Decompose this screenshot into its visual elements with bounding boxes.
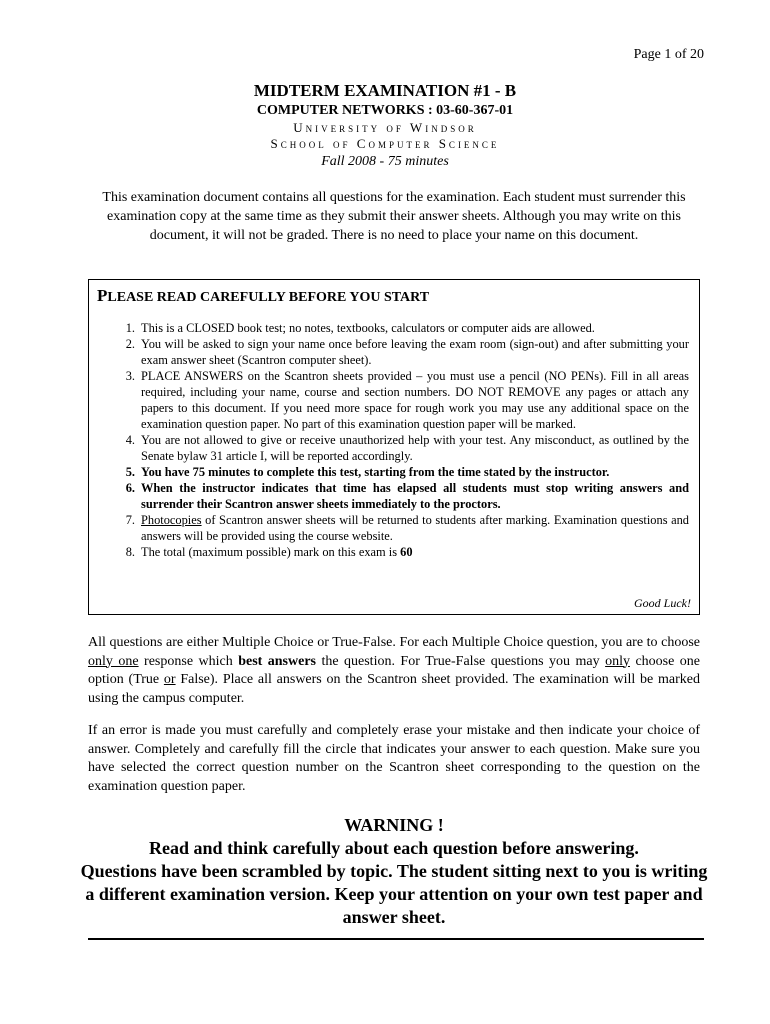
course-name: COMPUTER NETWORKS : 03-60-367-01 (256, 103, 514, 118)
item-number: 5. (125, 465, 135, 479)
para1-bold: best answers (238, 653, 316, 669)
item-number: 8. (125, 545, 135, 559)
item-text: You are not allowed to give or receive unauthorized help with your test. Any misconduct, as outlined by the Senate bylaw 31 article I, will be reported accordingly. (141, 433, 689, 463)
good-luck-note: Good Luck! (634, 596, 691, 610)
para1-text: response which (138, 653, 239, 669)
heading-rest: LEASE READ CAREFULLY BEFORE YOU START (107, 290, 430, 305)
heading-initial: P (97, 286, 108, 305)
para1-underlined: only (605, 653, 630, 669)
item-text: The total (maximum possible) mark on this exam is (141, 545, 401, 559)
instructions-box (88, 279, 700, 615)
item-text: This is a CLOSED book test; no notes, textbooks, calculators or computer aids are allowed. (141, 321, 595, 335)
warning-title: WARNING ! (344, 815, 444, 835)
para1-text: False). Place all answers on the Scantron sheet provided. The examination will be marked using the campus computer. (88, 672, 700, 706)
title-block (0, 80, 770, 172)
warning-line: Questions have been scrambled by topic. The student sitting next to you is writing a different examination version. Keep your attention on your own test paper and answer sheet. (80, 861, 708, 927)
item-number: 7. (125, 513, 135, 527)
item-number: 4. (125, 433, 135, 447)
item-underlined-text: Photocopies (141, 513, 202, 527)
school-name: School of Computer Science (270, 136, 500, 151)
para1-text: All questions are either Multiple Choice or True-False. For each Multiple Choice question, you are to choose (88, 635, 700, 650)
instruction-item (125, 512, 689, 544)
instruction-item (125, 544, 689, 560)
para1-underlined: or (163, 672, 176, 687)
item-text: PLACE ANSWERS on the Scantron sheets provided – you must use a pencil (NO PENs). Fill in all areas required, including your name, course and section numbers. DO NOT REMOVE any pages or attach any papers to this document. If you need more space for rough work you may use any additional space on the examination question paper. No part of this examination question paper will be marked. (141, 369, 689, 431)
warning-line: Read and think carefully about each question before answering. (149, 838, 639, 858)
page-number: Page 1 of 20 (633, 47, 704, 62)
bottom-divider (88, 938, 704, 940)
item-text: You will be asked to sign your name once before leaving the exam room (sign-out) and after submitting your exam answer sheet (Scantron computer sheet). (141, 337, 689, 367)
intro-paragraph: This examination document contains all questions for the examination. Each student must surrender this examination copy at the same time as they submit their answer sheets. Although you may write on this document, it will not be graded. There is no need to place your name on this document. (102, 190, 686, 243)
max-mark-value: 60 (400, 545, 413, 559)
instruction-item (125, 368, 689, 432)
university-name: University of Windsor (293, 120, 477, 135)
item-text: You have 75 minutes to complete this test, starting from the time stated by the instructor. (141, 465, 610, 479)
semester-duration: Fall 2008 - 75 minutes (321, 154, 449, 169)
item-number: 2. (125, 337, 135, 351)
instruction-item (125, 480, 689, 512)
warning-block (80, 814, 708, 929)
instructions-list (125, 320, 689, 560)
error-instructions-paragraph: If an error is made you must carefully and completely erase your mistake and then indicate your choice of answer. Completely and carefully fill the circle that indicates your answer to each question. Make sure you have selected the correct question number on the Scantron sheet corresponding to the question on the examination question paper. (88, 723, 700, 794)
item-text: of Scantron answer sheets will be returned to students after marking. Examination questions and answers will be provided using the course website. (141, 513, 689, 543)
instruction-item (125, 336, 689, 368)
instructions-heading (97, 286, 429, 306)
item-number: 6. (125, 481, 135, 495)
answer-instructions-paragraph (88, 634, 700, 708)
para1-text: the question. For True-False questions you may (315, 653, 606, 669)
instruction-item (125, 432, 689, 464)
exam-title: MIDTERM EXAMINATION #1 - B (253, 81, 517, 100)
para1-underlined: only one (88, 653, 139, 669)
para1-text: choose one option (True (88, 653, 701, 687)
item-text: When the instructor indicates that time has elapsed all students must stop writing answers and surrender their Scantron answer sheets immediately to the proctors. (141, 481, 689, 511)
instruction-item (125, 464, 689, 480)
instruction-item (125, 320, 689, 336)
item-number: 3. (125, 369, 135, 383)
item-number: 1. (125, 321, 135, 335)
